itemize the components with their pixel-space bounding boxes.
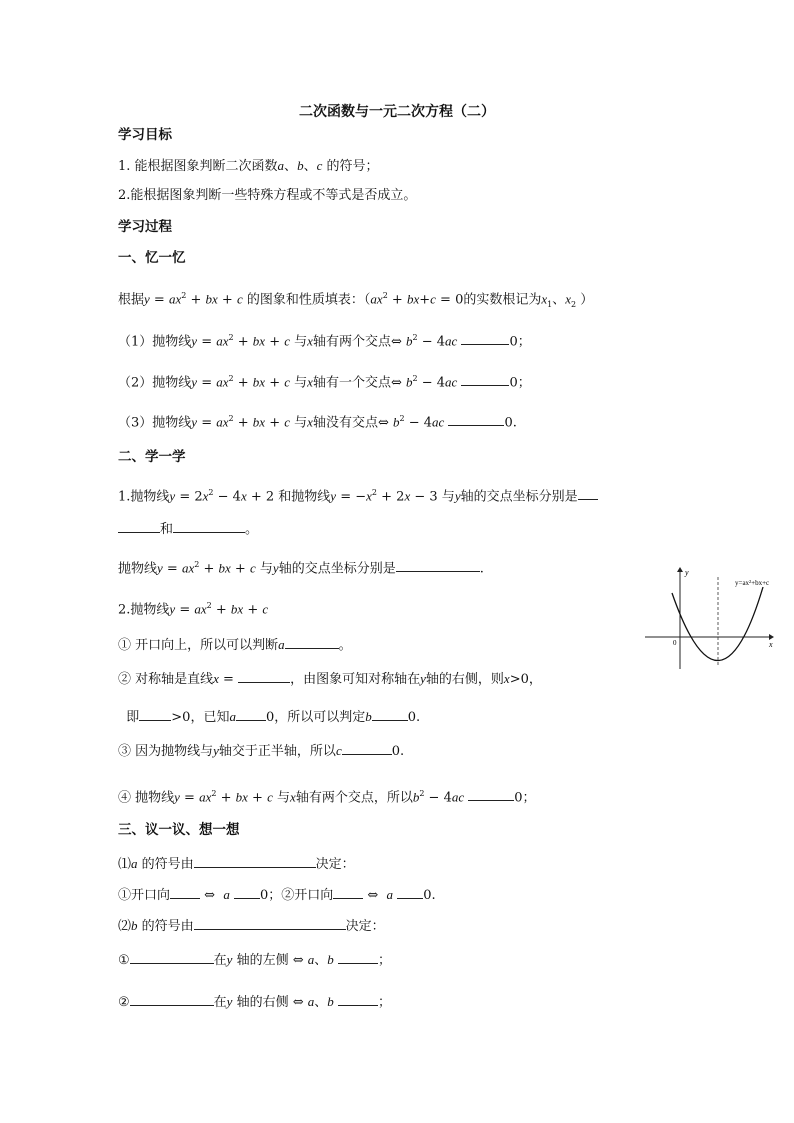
blank[interactable] [372,708,408,721]
recall-intro: 根据$y = ax^2$ + bx + c 的图象和性质填表：（$ax^2 + bx+c = 0$的实数根记为$x_1$、$x_2$ ） [118,291,594,309]
learn-q2: 抛物线$y = ax^2$ + bx + c 与y轴的交点坐标分别是 . [118,560,484,577]
blank[interactable] [461,332,509,345]
discuss-a: ⑴a 的符号由 决定： [118,856,355,872]
section-discuss: 三、议一议、想一想 [118,822,240,838]
blank[interactable] [578,487,598,500]
blank[interactable] [333,886,363,899]
blank[interactable] [236,708,266,721]
section-objectives: 学习目标 [118,127,172,143]
recall-q1: （1）抛物线$y = ax^2$ + bx + c 与x轴有两个交点⇔ $b^2 - 4ac$ 0； [118,333,531,350]
learn-s3: ③ 因为抛物线与y轴交于正半轴，所以c 0. [118,743,405,759]
blank[interactable] [396,559,480,572]
section-process: 学习过程 [118,219,172,235]
parabola-graph [645,565,790,675]
discuss-b-right: ② 在y 轴的右侧 ⇔ a、b ； [118,994,391,1010]
blank[interactable] [338,951,378,964]
blank[interactable] [461,373,509,386]
learn-s2: ② 对称轴是直线x = ，由图象可知对称轴在y轴的右侧，则x>0， [118,671,542,687]
y-axis-label: y [685,568,689,577]
blank[interactable] [139,708,171,721]
learn-q1-cont: 和 。 [118,520,258,538]
blank[interactable] [194,917,346,930]
page-title: 二次函数与一元二次方程（二） [299,104,495,120]
origin-label: 0 [673,639,677,647]
blank[interactable] [118,520,160,533]
blank[interactable] [238,670,290,683]
section-recall: 一、忆一忆 [118,250,186,266]
section-learn: 二、学一学 [118,449,186,465]
blank[interactable] [194,855,316,868]
blank[interactable] [285,636,339,649]
blank[interactable] [397,886,423,899]
blank[interactable] [170,886,200,899]
blank[interactable] [338,993,378,1006]
discuss-b-left: ① 在y 轴的左侧 ⇔ a、b ； [118,952,391,968]
blank[interactable] [130,993,214,1006]
recall-q3: （3）抛物线$y = ax^2$ + bx + c 与x轴没有交点⇔ $b^2 - 4ac$ 0. [118,414,517,431]
x-axis-label: x [769,640,773,649]
learn-q3: 2.抛物线$y = ax^2$ + bx + c [118,601,269,618]
parabola-label: y=ax²+bx+c [735,579,770,587]
blank[interactable] [234,886,260,899]
parabola-curve [672,587,763,661]
blank[interactable] [468,788,514,801]
learn-s2-cont: 即 >0，已知a 0，所以可以判定b 0. [126,709,421,725]
recall-q2: （2）抛物线$y = ax^2$ + bx + c 与x轴有一个交点⇔ $b^2 - 4ac$ 0； [118,374,531,391]
objective-2: 2.能根据图象判断一些特殊方程或不等式是否成立。 [118,188,417,203]
blank[interactable] [130,951,214,964]
blank[interactable] [448,413,504,426]
blank[interactable] [173,520,245,533]
blank[interactable] [342,742,392,755]
y-axis-arrow [677,567,683,572]
discuss-a-line: ①开口向 ⇔ a 0；②开口向 ⇔ a 0. [118,887,436,903]
discuss-b: ⑵b 的符号由 决定： [118,918,385,934]
objective-1: 1. 能根据图象判断二次函数a、b、c 的符号； [118,158,379,174]
learn-s1: ① 开口向上，所以可以判断a 。 [118,637,352,653]
learn-q1: 1.抛物线$y = 2x^2 - 4x + 2$ 和抛物线$y = -x^2 + 2x - 3$ 与y轴的交点坐标分别是 [118,485,598,505]
learn-s4: ④ 抛物线$y = ax^2$ + bx + c 与x轴有两个交点，所以$b^2 - 4ac$ 0； [118,789,536,806]
